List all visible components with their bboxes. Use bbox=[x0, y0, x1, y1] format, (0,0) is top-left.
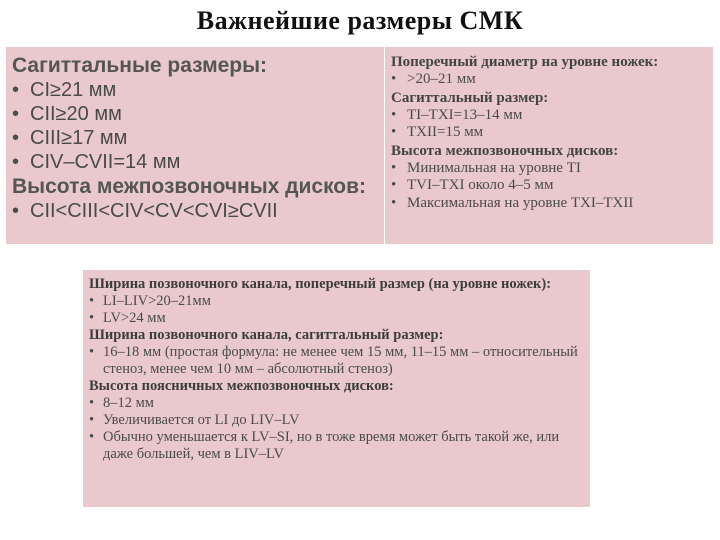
bullet-icon: • bbox=[12, 127, 20, 149]
list-item: • CIV–CVII=14 мм bbox=[12, 151, 181, 173]
bullet-icon: • bbox=[391, 177, 397, 193]
page-title: Важнейшие размеры СМК bbox=[196, 6, 524, 35]
canal-transverse-heading: Ширина позвоночного канала, поперечный размер (на уровне ножек): bbox=[89, 276, 552, 292]
sagittal-heading: Сагиттальный размер: bbox=[391, 89, 549, 106]
bullet-icon: • bbox=[89, 344, 95, 360]
list-item: • Увеличивается от LI до LIV–LV bbox=[89, 412, 300, 428]
list-item: • 16–18 мм (простая формула: не менее чем 15 мм, 11–15 мм – относительный стеноз, менее чем 10 мм – абсолютный стеноз) bbox=[89, 344, 578, 377]
bullet-icon: • bbox=[12, 151, 20, 173]
list-item: • CIII≥17 мм bbox=[12, 127, 128, 149]
sagittal-heading: Сагиттальные размеры: bbox=[12, 54, 268, 77]
list-item: • TVI–TXI около 4–5 мм bbox=[391, 177, 554, 193]
transverse-heading: Поперечный диаметр на уровне ножек: bbox=[391, 54, 659, 70]
disc-height-heading: Высота межпозвоночных дисков: bbox=[12, 175, 367, 198]
list-item: • CI≥21 мм bbox=[12, 79, 117, 101]
list-item: • TXII=15 мм bbox=[391, 124, 484, 140]
disc-height-heading: Высота межпозвоночных дисков: bbox=[391, 142, 619, 159]
disc-height-heading: Высота поясничных межпозвоночных дисков: bbox=[89, 378, 394, 394]
bullet-icon: • bbox=[12, 79, 20, 101]
bullet-icon: • bbox=[89, 395, 95, 411]
bullet-icon: • bbox=[12, 103, 20, 125]
lumbar-dimensions-panel bbox=[83, 270, 590, 507]
bullet-icon: • bbox=[89, 429, 95, 445]
bullet-icon: • bbox=[391, 106, 397, 123]
bullet-icon: • bbox=[12, 200, 20, 222]
list-item: • >20–21 мм bbox=[391, 71, 476, 87]
list-item: • CII<CIII<CIV<CV<CVI≥CVII bbox=[12, 200, 278, 222]
list-item: • Минимальная на уровне TI bbox=[391, 159, 581, 176]
list-item: • LI–LIV>20–21мм bbox=[89, 293, 211, 309]
list-item: • CII≥20 мм bbox=[12, 103, 122, 125]
bullet-icon: • bbox=[391, 159, 397, 176]
bullet-icon: • bbox=[391, 194, 397, 211]
bullet-icon: • bbox=[89, 412, 95, 428]
list-item: • Максимальная на уровне TXI–TXII bbox=[391, 194, 634, 211]
list-item: • Обычно уменьшается к LV–SI, но в тоже время может быть такой же, или даже большей, чем в LIV–LV bbox=[89, 429, 560, 462]
list-item: • 8–12 мм bbox=[89, 395, 154, 411]
bullet-icon: • bbox=[391, 124, 397, 140]
bullet-icon: • bbox=[391, 71, 397, 87]
list-item: • LV>24 мм bbox=[89, 310, 166, 326]
thoracic-dimensions-panel bbox=[385, 47, 713, 244]
list-item: • TI–TXI=13–14 мм bbox=[391, 106, 523, 123]
cervical-dimensions-panel bbox=[6, 47, 384, 244]
bullet-icon: • bbox=[89, 293, 95, 309]
bullet-icon: • bbox=[89, 310, 95, 326]
canal-sagittal-heading: Ширина позвоночного канала, сагиттальный размер: bbox=[89, 327, 444, 343]
